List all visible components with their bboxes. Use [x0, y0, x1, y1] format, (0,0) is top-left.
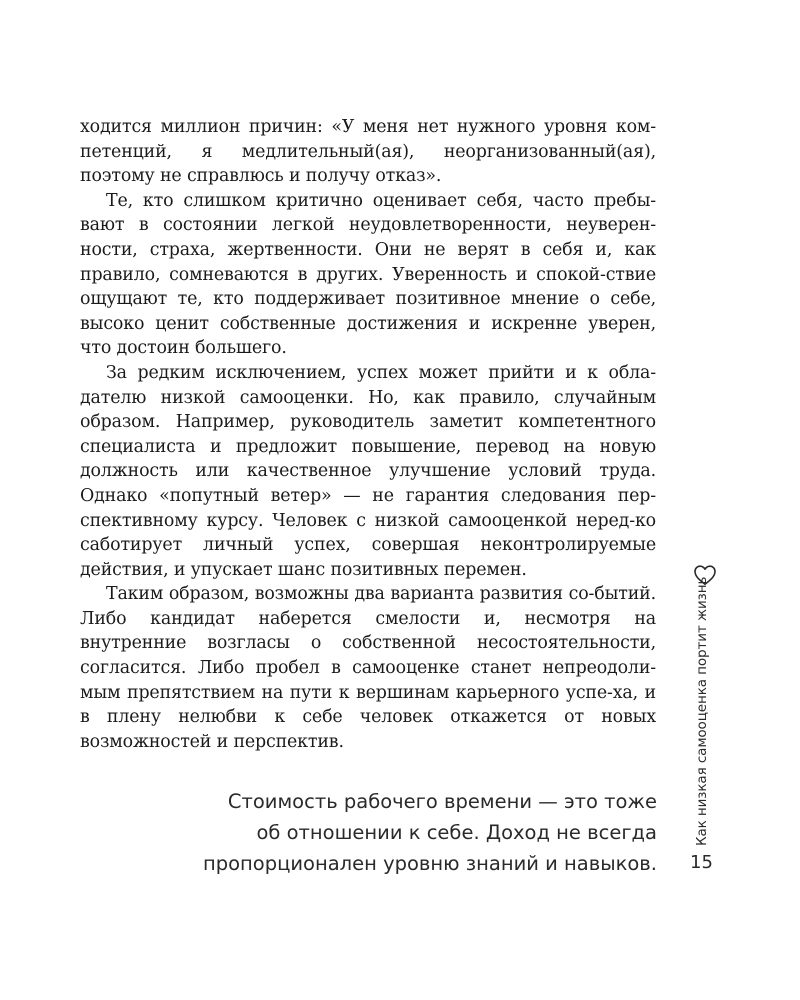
pull-quote-line-3: пропорционален уровню знаний и навыков. — [202, 852, 657, 875]
body-text — [80, 115, 656, 754]
paragraph-3: За редким исключением, успех может прийти и к обла-дателю низкой самооценки. Но, как правило, случайным образом. Например, руководитель заметит компетентного специалиста и предложит повышение, перевод на новую должность или качественное улучшение условий труда. Однако «попутный ветер» — не гарантия следования пер-спективному курсу. Человек с низкой самооценкой неред-ко саботирует личный успех, совершая неконтролируемые действия, и упускает шанс позитивных перемен. — [80, 362, 656, 580]
pull-quote-line-2: об отношении к себе. Доход не всегда — [256, 821, 657, 844]
paragraph-1: ходится миллион причин: «У меня нет нужного уровня ком-петенций, я медлительный(ая), неорганизованный(ая), поэтому не справлюсь и получу отказ». — [80, 117, 656, 187]
pull-quote-line-1: Стоимость рабочего времени — это тоже — [227, 790, 657, 813]
side-margin — [686, 560, 726, 890]
pull-quote — [180, 786, 657, 879]
paragraph-4: Таким образом, возможны два варианта развития со-бытий. Либо кандидат наберется смелости и, несмотря на внутренние возгласы о собственной несостоятельности, согласится. Либо пробел в самооценке станет непреодоли-мым препятствием на пути к вершинам карьерного успе-ха, и в плену нелюбви к себе человек откажется от новых возможностей и перспектив. — [80, 584, 656, 752]
page-number: 15 — [690, 852, 713, 873]
running-head: Как низкая самооценка портит жизнь — [694, 576, 710, 846]
paragraph-2: Те, кто слишком критично оценивает себя, часто пребы-вают в состоянии легкой неудовлетворенности, неуверен-ности, страха, жертвенности. Они не верят в себя и, как правило, сомневаются в других. Уверенность и спокой-ствие ощущают те, кто поддерживает позитивное мнение о себе, высоко ценит собственные достижения и искренне уверен, что достоин большего. — [80, 190, 656, 359]
